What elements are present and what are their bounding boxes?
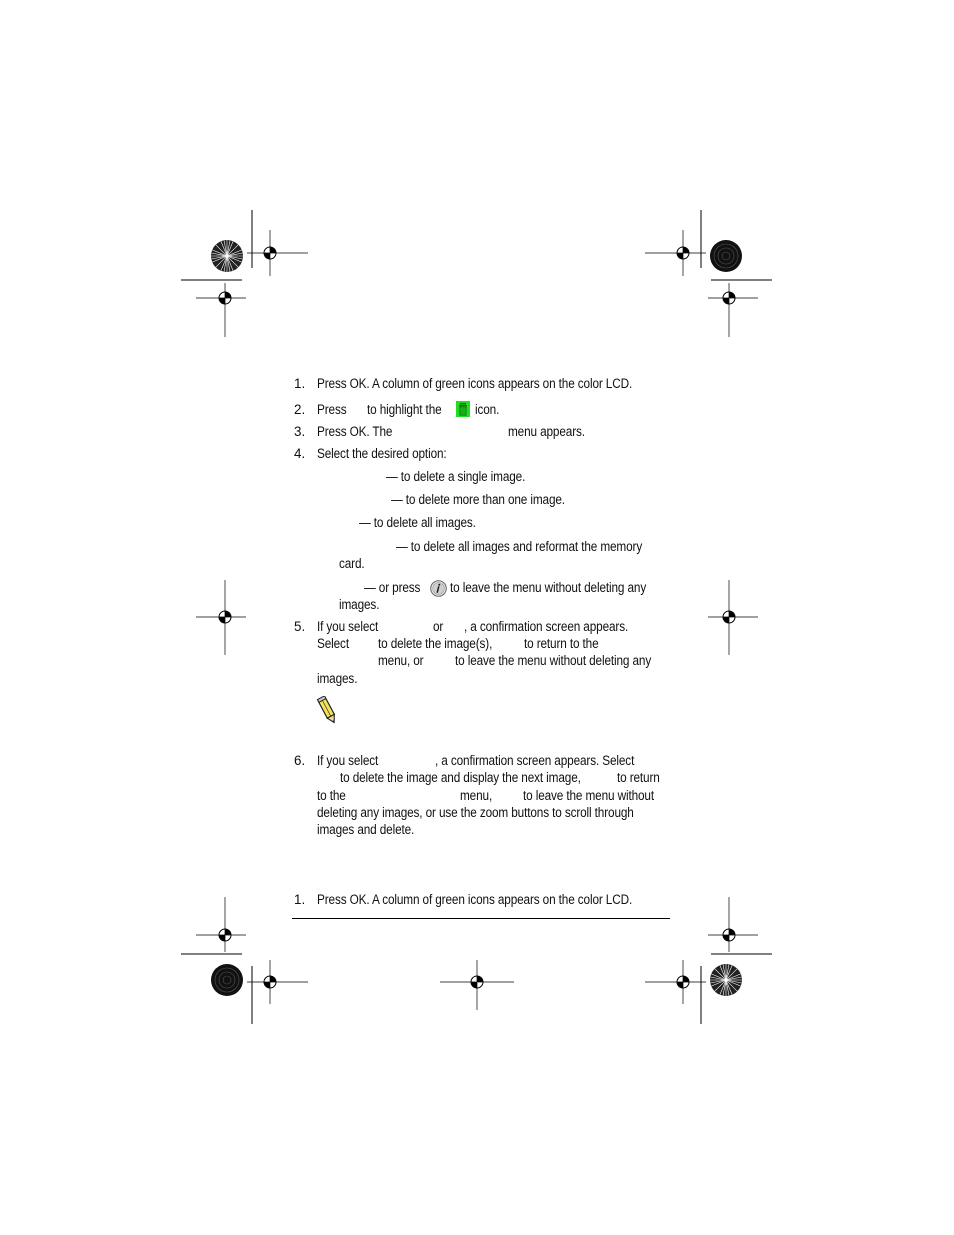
step-text: Press OK. A column of green icons appears on the color LCD. <box>317 376 633 391</box>
option-text: — or press <box>364 580 421 595</box>
step-text: icon. <box>475 402 500 417</box>
step-text: Press OK. A column of green icons appears on the color LCD. <box>317 892 633 907</box>
step-text: to return to the <box>524 636 599 651</box>
step-number: 4. <box>294 446 306 461</box>
step-text: to delete the image(s), <box>378 636 493 651</box>
step-text: to leave the menu without <box>523 788 654 803</box>
footer-rule <box>292 918 670 919</box>
step-text: to leave the menu without deleting any <box>455 653 652 668</box>
step-text: deleting any images, or use the zoom buttons to scroll through <box>317 805 634 820</box>
step-text: Press <box>317 402 347 417</box>
option-text: — to delete more than one image. <box>391 492 565 507</box>
step-number: 1. <box>294 376 306 391</box>
step-text: images. <box>317 671 358 686</box>
step-text: Select the desired option: <box>317 446 447 461</box>
step-text: menu appears. <box>508 424 585 439</box>
option-text: card. <box>339 556 365 571</box>
step-text: to delete the image and display the next image, <box>340 770 581 785</box>
info-button-icon <box>430 580 447 597</box>
option-text: to leave the menu without deleting any <box>450 580 647 595</box>
step-text: menu, or <box>378 653 424 668</box>
step-text: Select <box>317 636 349 651</box>
step-number: 6. <box>294 753 306 768</box>
step-number: 3. <box>294 424 306 439</box>
step-number: 1. <box>294 892 306 907</box>
option-text: — to delete all images and reformat the memory <box>396 539 643 554</box>
step-text: to highlight the <box>367 402 442 417</box>
option-text: — to delete a single image. <box>386 469 526 484</box>
option-text: images. <box>339 597 380 612</box>
step-text: to the <box>317 788 346 803</box>
step-number: 5. <box>294 619 306 634</box>
step-text: to return <box>617 770 660 785</box>
step-text: If you select <box>317 619 379 634</box>
step-text: images and delete. <box>317 822 415 837</box>
trash-icon <box>456 401 470 417</box>
step-text: Press OK. The <box>317 424 393 439</box>
step-number: 2. <box>294 402 306 417</box>
pencil-note-icon <box>315 696 341 726</box>
step-text: , a confirmation screen appears. Select <box>435 753 635 768</box>
step-text: menu, <box>460 788 493 803</box>
step-text: or <box>433 619 444 634</box>
step-text: , a confirmation screen appears. <box>464 619 629 634</box>
step-text: If you select <box>317 753 379 768</box>
option-text: — to delete all images. <box>359 515 476 530</box>
